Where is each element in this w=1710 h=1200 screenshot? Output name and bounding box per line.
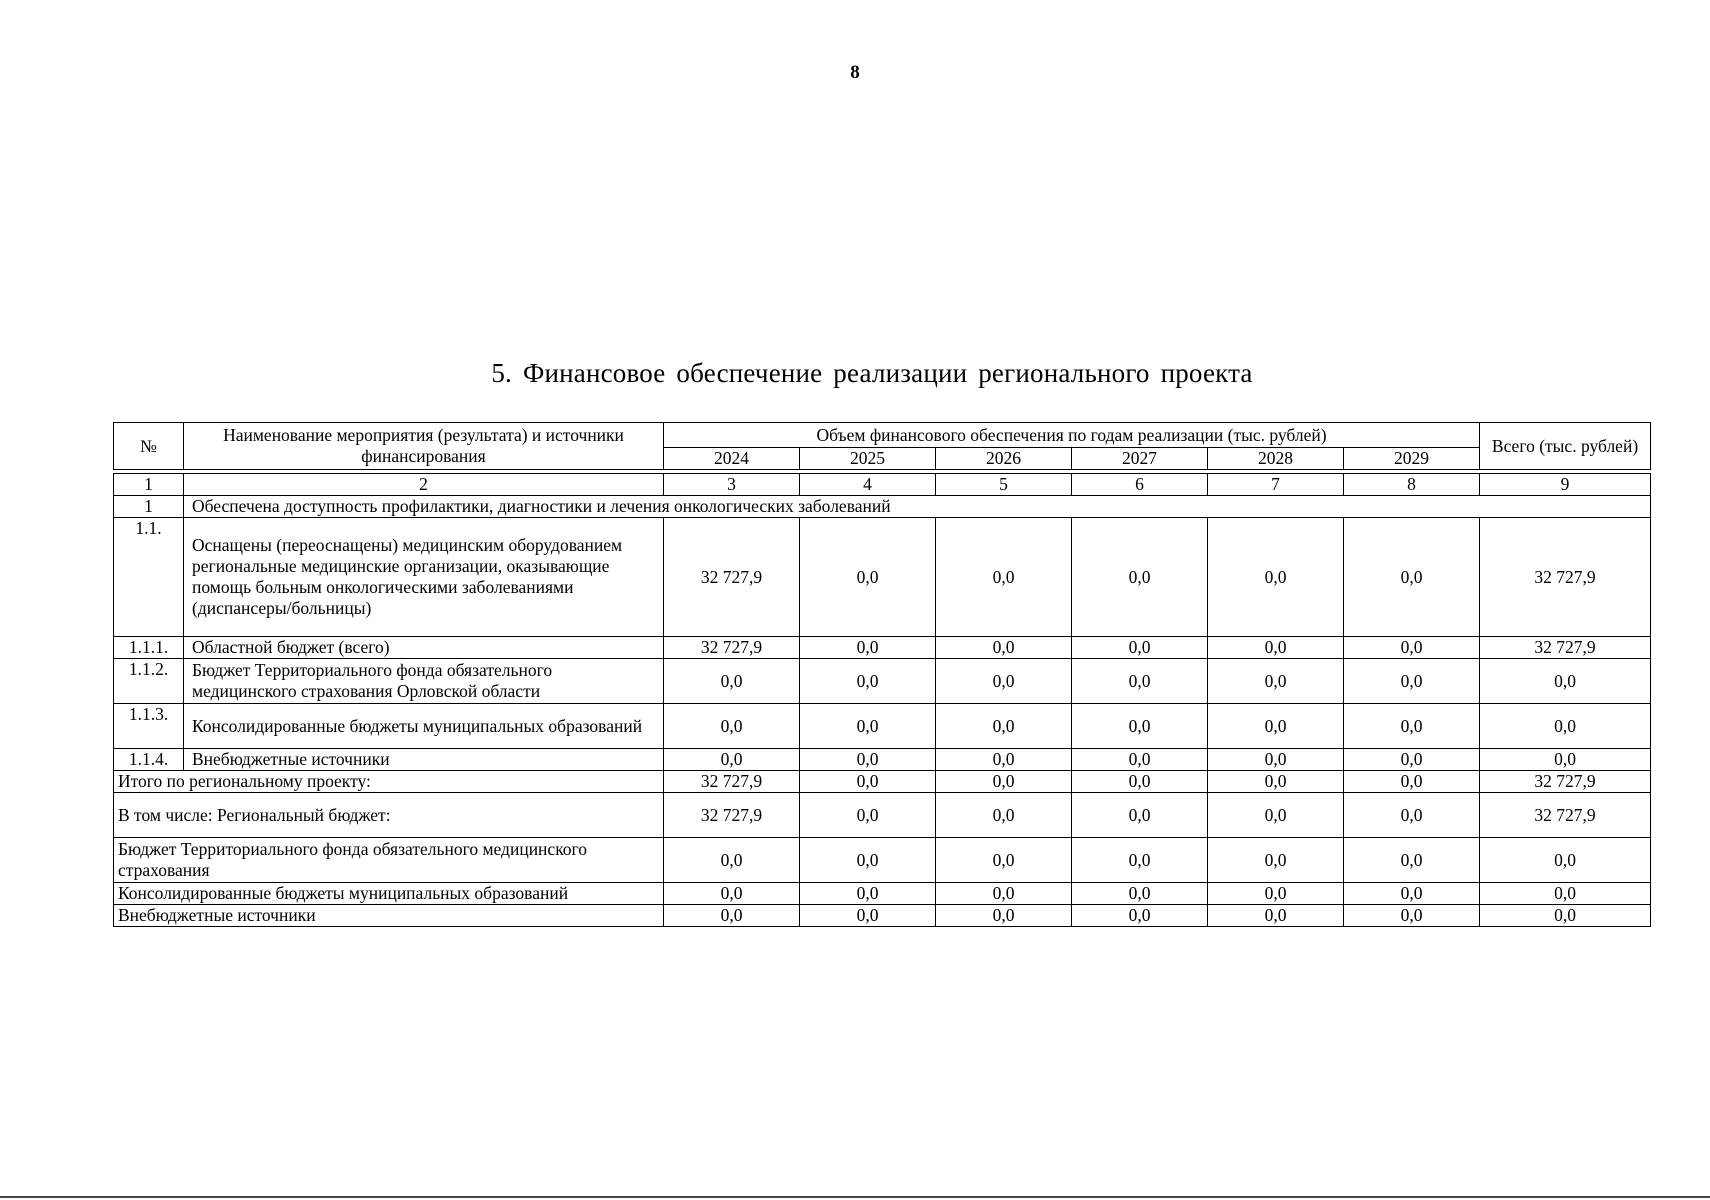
page-number: 8 <box>850 62 860 83</box>
year-value-cell: 32 727,9 <box>664 637 800 659</box>
year-value-cell: 0,0 <box>800 637 936 659</box>
row-code: 1.1.3. <box>114 704 184 749</box>
year-value-cell: 0,0 <box>1208 793 1344 838</box>
row-total-cell: 32 727,9 <box>1480 637 1651 659</box>
year-value-cell: 0,0 <box>936 749 1072 771</box>
row-code: 1.1.1. <box>114 637 184 659</box>
year-value-cell: 0,0 <box>936 793 1072 838</box>
column-number: 5 <box>936 474 1072 496</box>
table-row <box>114 749 1651 771</box>
year-value-cell: 0,0 <box>800 659 936 704</box>
year-value-cell: 0,0 <box>1208 838 1344 883</box>
header-year: 2027 <box>1072 448 1208 470</box>
row-total-cell: 0,0 <box>1480 704 1651 749</box>
year-value-cell: 0,0 <box>1208 883 1344 905</box>
table-row <box>114 637 1651 659</box>
year-value-cell: 0,0 <box>1072 771 1208 793</box>
year-value-cell: 0,0 <box>1208 704 1344 749</box>
year-value-cell: 0,0 <box>1344 749 1480 771</box>
year-value-cell: 0,0 <box>1072 637 1208 659</box>
year-value-cell: 0,0 <box>936 637 1072 659</box>
year-value-cell: 0,0 <box>1208 637 1344 659</box>
summary-row <box>114 771 1651 793</box>
year-value-cell: 0,0 <box>800 793 936 838</box>
row-code: 1.1.4. <box>114 749 184 771</box>
summary-total-cell: 0,0 <box>1480 838 1651 883</box>
financing-table <box>113 422 1651 927</box>
header-year: 2025 <box>800 448 936 470</box>
column-number-row <box>114 474 1651 496</box>
year-value-cell: 0,0 <box>664 883 800 905</box>
row-total-cell: 32 727,9 <box>1480 518 1651 637</box>
year-value-cell: 0,0 <box>800 518 936 637</box>
section-label: Обеспечена доступность профилактики, диагностики и лечения онкологических заболеваний <box>184 496 1651 518</box>
year-value-cell: 0,0 <box>936 883 1072 905</box>
year-value-cell: 0,0 <box>1344 659 1480 704</box>
year-value-cell: 0,0 <box>1344 704 1480 749</box>
year-value-cell: 32 727,9 <box>664 518 800 637</box>
year-value-cell: 0,0 <box>664 659 800 704</box>
table-row <box>114 659 1651 704</box>
column-number: 1 <box>114 474 184 496</box>
header-year: 2024 <box>664 448 800 470</box>
column-number: 4 <box>800 474 936 496</box>
year-value-cell: 0,0 <box>1072 749 1208 771</box>
summary-row <box>114 793 1651 838</box>
year-value-cell: 0,0 <box>1208 749 1344 771</box>
column-number: 2 <box>184 474 664 496</box>
year-value-cell: 0,0 <box>800 905 936 927</box>
year-value-cell: 0,0 <box>1344 905 1480 927</box>
year-value-cell: 0,0 <box>800 883 936 905</box>
summary-name: Итого по региональному проекту: <box>114 771 664 793</box>
row-code: 1.1. <box>114 518 184 637</box>
year-value-cell: 0,0 <box>936 704 1072 749</box>
summary-name: Бюджет Территориального фонда обязательного медицинского страхования <box>114 838 664 883</box>
header-volume: Объем финансового обеспечения по годам реализации (тыс. рублей) <box>664 423 1480 448</box>
row-total-cell: 0,0 <box>1480 749 1651 771</box>
year-value-cell: 0,0 <box>800 771 936 793</box>
year-value-cell: 0,0 <box>800 749 936 771</box>
year-value-cell: 0,0 <box>1344 838 1480 883</box>
column-number: 6 <box>1072 474 1208 496</box>
summary-name: В том числе: Региональный бюджет: <box>114 793 664 838</box>
year-value-cell: 0,0 <box>1344 793 1480 838</box>
year-value-cell: 0,0 <box>1072 905 1208 927</box>
row-total-cell: 0,0 <box>1480 659 1651 704</box>
column-number: 8 <box>1344 474 1480 496</box>
section-title: 5. Финансовое обеспечение реализации регионального проекта <box>491 358 1253 388</box>
year-value-cell: 0,0 <box>664 704 800 749</box>
summary-row <box>114 838 1651 883</box>
year-value-cell: 0,0 <box>1072 883 1208 905</box>
year-value-cell: 32 727,9 <box>664 793 800 838</box>
table-row <box>114 704 1651 749</box>
year-value-cell: 0,0 <box>1208 518 1344 637</box>
year-value-cell: 0,0 <box>936 518 1072 637</box>
year-value-cell: 0,0 <box>1344 883 1480 905</box>
section-code: 1 <box>114 496 184 518</box>
header-total: Всего (тыс. рублей) <box>1480 423 1651 470</box>
year-value-cell: 0,0 <box>936 905 1072 927</box>
year-value-cell: 0,0 <box>1072 704 1208 749</box>
year-value-cell: 0,0 <box>800 704 936 749</box>
row-name: Областной бюджет (всего) <box>184 637 664 659</box>
table-row <box>114 518 1651 637</box>
year-value-cell: 0,0 <box>664 838 800 883</box>
year-value-cell: 0,0 <box>936 771 1072 793</box>
header-num: № <box>114 423 184 470</box>
header-year: 2028 <box>1208 448 1344 470</box>
column-number: 3 <box>664 474 800 496</box>
header-year: 2026 <box>936 448 1072 470</box>
year-value-cell: 0,0 <box>1344 518 1480 637</box>
year-value-cell: 32 727,9 <box>664 771 800 793</box>
year-value-cell: 0,0 <box>1208 771 1344 793</box>
year-value-cell: 0,0 <box>1072 793 1208 838</box>
summary-total-cell: 32 727,9 <box>1480 793 1651 838</box>
row-name: Оснащены (переоснащены) медицинским оборудованием региональные медицинские организации, оказывающие помощь больным онкологическими заболеваниями (диспансеры/больницы) <box>184 518 664 637</box>
header-name: Наименование мероприятия (результата) и источники финансирования <box>184 423 664 470</box>
section-row <box>114 496 1651 518</box>
year-value-cell: 0,0 <box>1072 659 1208 704</box>
column-number: 9 <box>1480 474 1651 496</box>
summary-row <box>114 905 1651 927</box>
year-value-cell: 0,0 <box>664 749 800 771</box>
year-value-cell: 0,0 <box>1208 659 1344 704</box>
summary-name: Консолидированные бюджеты муниципальных образований <box>114 883 664 905</box>
year-value-cell: 0,0 <box>1344 771 1480 793</box>
summary-name: Внебюджетные источники <box>114 905 664 927</box>
year-value-cell: 0,0 <box>1344 637 1480 659</box>
year-value-cell: 0,0 <box>1208 905 1344 927</box>
year-value-cell: 0,0 <box>800 838 936 883</box>
row-name: Консолидированные бюджеты муниципальных образований <box>184 704 664 749</box>
year-value-cell: 0,0 <box>1072 838 1208 883</box>
year-value-cell: 0,0 <box>936 659 1072 704</box>
summary-total-cell: 32 727,9 <box>1480 771 1651 793</box>
header-year: 2029 <box>1344 448 1480 470</box>
row-name: Внебюджетные источники <box>184 749 664 771</box>
summary-row <box>114 883 1651 905</box>
summary-total-cell: 0,0 <box>1480 883 1651 905</box>
scan-edge-line <box>0 1196 1710 1198</box>
year-value-cell: 0,0 <box>936 838 1072 883</box>
year-value-cell: 0,0 <box>1072 518 1208 637</box>
row-name: Бюджет Территориального фонда обязательного медицинского страхования Орловской области <box>184 659 664 704</box>
header-row <box>114 423 1651 448</box>
row-code: 1.1.2. <box>114 659 184 704</box>
column-number: 7 <box>1208 474 1344 496</box>
summary-total-cell: 0,0 <box>1480 905 1651 927</box>
year-value-cell: 0,0 <box>664 905 800 927</box>
